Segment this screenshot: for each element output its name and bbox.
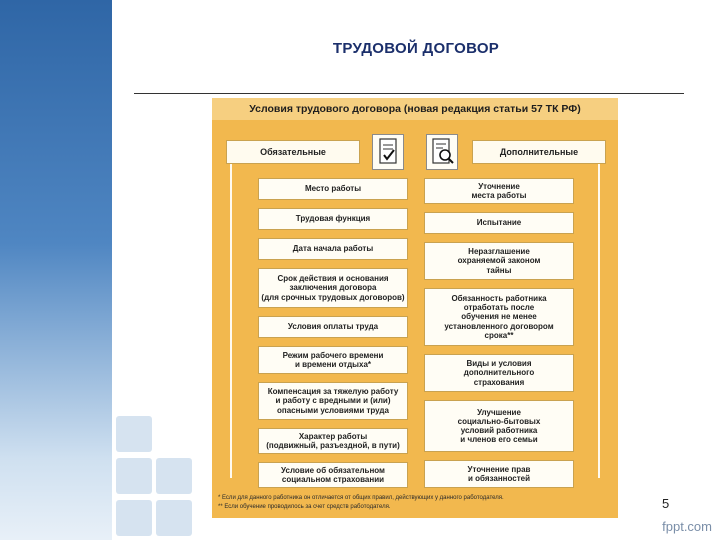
mandatory-column-title: Обязательные (226, 140, 360, 164)
optional-item: Виды и условия дополнительного страхования (424, 354, 574, 392)
left-rail (230, 162, 232, 478)
footnotes (218, 494, 608, 512)
decor-square (156, 458, 192, 494)
contract-conditions-figure (212, 98, 618, 518)
optional-item: Уточнение прав и обязанностей (424, 460, 574, 488)
decor-square (116, 416, 152, 452)
left-decor-panel (0, 0, 112, 540)
document-search-icon (426, 134, 458, 170)
mandatory-item: Трудовая функция (258, 208, 408, 230)
mandatory-item: Условие об обязательном социальном страховании (258, 462, 408, 488)
optional-column-title: Дополнительные (472, 140, 606, 164)
optional-item: Уточнение места работы (424, 178, 574, 204)
title-divider (134, 93, 684, 94)
footnote: ** Если обучение проводилось за счет средств работодателя. (218, 504, 391, 510)
mandatory-item: Дата начала работы (258, 238, 408, 260)
slide-title: ТРУДОВОЙ ДОГОВОР (332, 40, 500, 57)
decor-square (156, 500, 192, 536)
mandatory-item: Срок действия и основания заключения договора (для срочных трудовых договоров) (258, 268, 408, 308)
optional-item: Обязанность работника отработать после обучения не менее установленного договором срока** (424, 288, 574, 346)
checklist-icon (372, 134, 404, 170)
watermark: fppt.com (662, 519, 712, 534)
right-rail (598, 162, 600, 478)
mandatory-item: Характер работы (подвижный, разъездной, в пути) (258, 428, 408, 454)
mandatory-item: Место работы (258, 178, 408, 200)
page-number: 5 (662, 496, 670, 511)
optional-item: Неразглашение охраняемой законом тайны (424, 242, 574, 280)
optional-item: Испытание (424, 212, 574, 234)
decor-square (116, 500, 152, 536)
mandatory-item: Компенсация за тяжелую работу и работу с вредными и (или) опасными условиями труда (258, 382, 408, 420)
decor-square (116, 458, 152, 494)
mandatory-item: Режим рабочего времени и времени отдыха* (258, 346, 408, 374)
footnote: * Если для данного работника он отличается от общих правил, действующих у данного работодателя. (218, 495, 504, 501)
mandatory-item: Условия оплаты труда (258, 316, 408, 338)
optional-item: Улучшение социально-бытовых условий работника и членов его семьи (424, 400, 574, 452)
figure-header: Условия трудового договора (новая редакция статьи 57 ТК РФ) (212, 98, 618, 120)
